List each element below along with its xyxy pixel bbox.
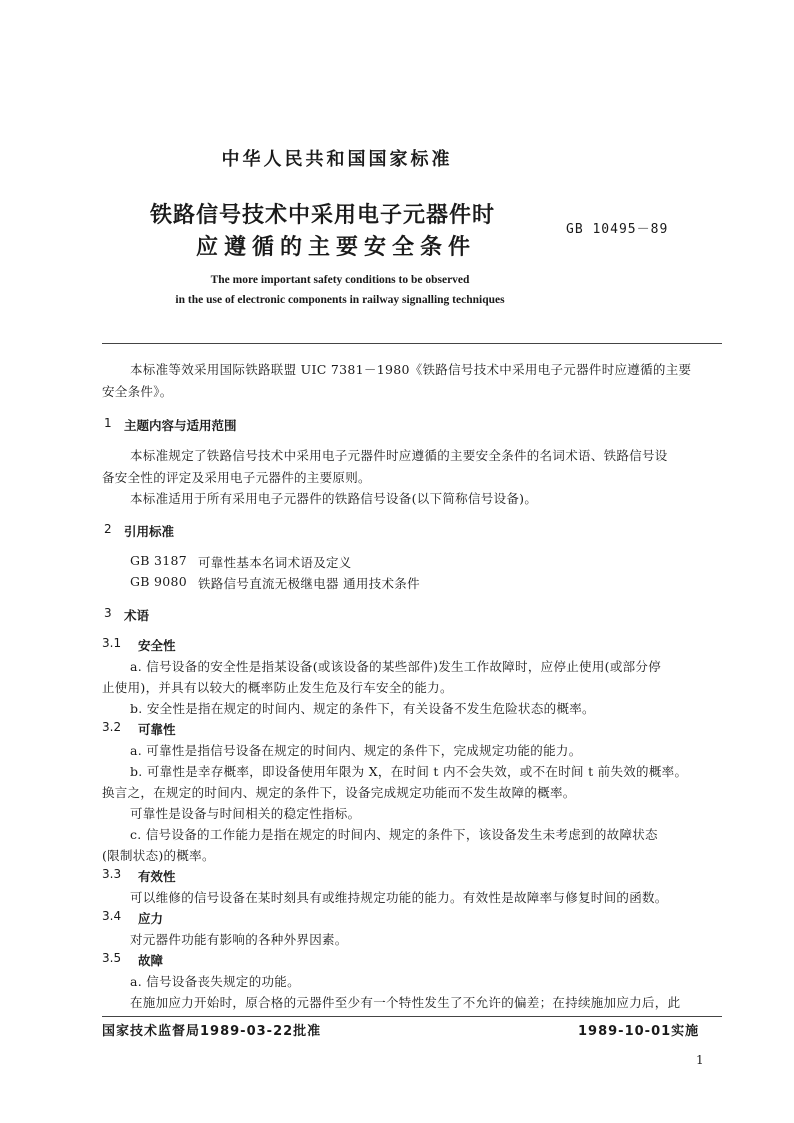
- section-3-1-title: 安全性: [138, 638, 176, 653]
- reference-2-title: 铁路信号直流无极继电器 通用技术条件: [198, 576, 420, 591]
- title-line-1: 铁路信号技术中采用电子元器件时: [150, 203, 496, 228]
- section-3-2-title: 可靠性: [138, 722, 176, 737]
- reference-1-code: GB 3187: [130, 553, 188, 568]
- top-divider: [102, 343, 722, 344]
- section-1-para-2: 本标准适用于所有采用电子元器件的铁路信号设备(以下简称信号设备)。: [130, 491, 538, 506]
- reference-2-code: GB 9080: [130, 574, 188, 589]
- section-3-1-a-line-1: a. 信号设备的安全性是指某设备(或该设备的某些部件)发生工作故障时，应停止使用(或部分停: [130, 659, 662, 674]
- english-title-line-2: in the use of electronic components in railway signalling techniques: [175, 294, 505, 306]
- national-standard-heading: 中华人民共和国国家标准: [221, 149, 453, 170]
- section-3-1-b: b. 安全性是指在规定的时间内、规定的条件下，有关设备不发生危险状态的概率。: [130, 701, 595, 716]
- section-3-2-b-line-3: 可靠性是设备与时间相关的稳定性指标。: [130, 806, 361, 821]
- section-3-1-number: 3.1: [102, 636, 122, 650]
- intro-line-1: 本标准等效采用国际铁路联盟 UIC 7381－1980《铁路信号技术中采用电子元器件时应遵循的主要: [130, 362, 692, 377]
- section-1-para-1-line-1: 本标准规定了铁路信号技术中采用电子元器件时应遵循的主要安全条件的名词术语、铁路信号设: [130, 448, 668, 463]
- section-3-3-text: 可以维修的信号设备在某时刻具有或维持规定功能的能力。有效性是故障率与修复时间的函数。: [130, 890, 668, 905]
- section-3-4-number: 3.4: [102, 909, 122, 923]
- section-3-2-c-line-1: c. 信号设备的工作能力是指在规定的时间内、规定的条件下，该设备发生未考虑到的故障状态: [130, 827, 658, 842]
- title-line-2: 应遵循的主要安全条件: [196, 235, 477, 260]
- section-3-3-title: 有效性: [138, 869, 176, 884]
- section-3-2-number: 3.2: [102, 720, 122, 734]
- section-3-5-continuation: 在施加应力开始时，原合格的元器件至少有一个特性发生了不允许的偏差；在持续施加应力后，此: [130, 995, 681, 1010]
- section-1-number: 1: [104, 416, 112, 430]
- section-3-2-c-line-2: (限制状态)的概率。: [102, 848, 215, 863]
- section-3-5-title: 故障: [138, 953, 164, 968]
- section-3-2-a: a. 可靠性是指信号设备在规定的时间内、规定的条件下，完成规定功能的能力。: [130, 743, 582, 758]
- page-number: 1: [696, 1053, 704, 1067]
- section-3-3-number: 3.3: [102, 867, 122, 881]
- bottom-divider: [102, 1016, 722, 1017]
- section-3-1-a-line-2: 止使用)，并具有以较大的概率防止发生危及行车安全的能力。: [102, 680, 453, 695]
- section-3-5-number: 3.5: [102, 951, 122, 965]
- section-3-4-text: 对元器件功能有影响的各种外界因素。: [130, 932, 348, 947]
- section-1-title: 主题内容与适用范围: [124, 418, 237, 433]
- section-3-2-b-line-2: 换言之，在规定的时间内、规定的条件下，设备完成规定功能而不发生故障的概率。: [102, 785, 576, 800]
- approval-line: 国家技术监督局1989-03-22批准: [102, 1024, 322, 1039]
- english-title-line-1: The more important safety conditions to be observed: [210, 274, 470, 286]
- intro-line-2: 安全条件》。: [102, 384, 173, 399]
- standard-code: GB 10495－89: [566, 222, 669, 237]
- implementation-date: 1989-10-01实施: [578, 1024, 700, 1039]
- reference-1-title: 可靠性基本名词术语及定义: [198, 555, 352, 570]
- section-3-4-title: 应力: [138, 911, 164, 926]
- section-3-title: 术语: [124, 608, 150, 623]
- section-3-5-a: a. 信号设备丧失规定的功能。: [130, 974, 300, 989]
- section-2-title: 引用标准: [124, 524, 175, 539]
- section-3-number: 3: [104, 606, 112, 620]
- section-2-number: 2: [104, 522, 112, 536]
- section-3-2-b-line-1: b. 可靠性是幸存概率，即设备使用年限为 X，在时间 t 内不会失效，或不在时间 t 前失效的概率。: [130, 764, 688, 779]
- section-1-para-1-line-2: 备安全性的评定及采用电子元器件的主要原则。: [102, 470, 371, 485]
